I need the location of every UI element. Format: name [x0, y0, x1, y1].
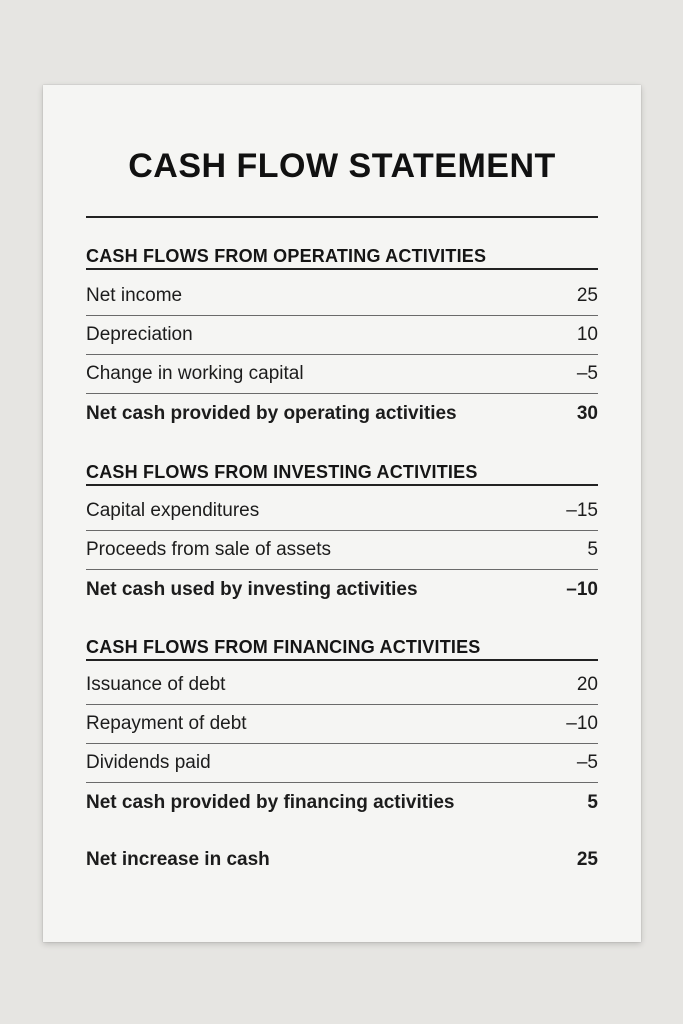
- line-item-value: –5: [576, 363, 598, 384]
- line-item-label: Net income: [86, 285, 183, 306]
- net-increase-label: Net increase in cash: [86, 848, 270, 870]
- line-item-value: 25: [576, 285, 598, 306]
- page-title: CASH FLOW STATEMENT: [128, 147, 556, 185]
- line-item-label: Dividends paid: [86, 752, 211, 773]
- total-value: 30: [576, 402, 598, 424]
- line-item-label: Change in working capital: [86, 363, 304, 384]
- line-item-label: Depreciation: [86, 324, 193, 345]
- line-item-issuance-of-debt: [86, 666, 598, 705]
- title-divider: [86, 216, 598, 218]
- total-operating-activities: [86, 394, 598, 433]
- net-increase-value: 25: [576, 848, 598, 870]
- line-item-value: –10: [566, 713, 598, 734]
- total-label: Net cash provided by operating activities: [86, 402, 457, 424]
- total-label: Net cash used by investing activities: [86, 578, 418, 600]
- line-item-value: –15: [566, 500, 598, 521]
- line-item-label: Issuance of debt: [86, 674, 226, 695]
- line-item-dividends-paid: [86, 744, 598, 783]
- line-item-label: Proceeds from sale of assets: [86, 539, 331, 560]
- section-header-operating: CASH FLOWS FROM OPERATING ACTIVITIES: [86, 242, 598, 270]
- section-header-investing: CASH FLOWS FROM INVESTING ACTIVITIES: [86, 458, 598, 486]
- total-value: 5: [587, 791, 598, 813]
- line-item-value: 20: [576, 674, 598, 695]
- line-item-value: –5: [576, 752, 598, 773]
- total-value: –10: [566, 578, 598, 600]
- net-increase-in-cash: [86, 840, 598, 879]
- total-financing-activities: [86, 783, 598, 822]
- line-item-sale-of-assets: [86, 531, 598, 570]
- line-item-value: 10: [576, 324, 598, 345]
- statement-sheet: [43, 85, 641, 942]
- line-item-label: Capital expenditures: [86, 500, 260, 521]
- line-item-working-capital: [86, 355, 598, 394]
- line-item-repayment-of-debt: [86, 705, 598, 744]
- line-item-net-income: [86, 277, 598, 316]
- line-item-label: Repayment of debt: [86, 713, 247, 734]
- total-investing-activities: [86, 570, 598, 609]
- line-item-depreciation: [86, 316, 598, 355]
- total-label: Net cash provided by financing activities: [86, 791, 455, 813]
- section-header-financing: CASH FLOWS FROM FINANCING ACTIVITIES: [86, 633, 598, 661]
- line-item-capital-expenditures: [86, 492, 598, 531]
- line-item-value: 5: [587, 539, 598, 560]
